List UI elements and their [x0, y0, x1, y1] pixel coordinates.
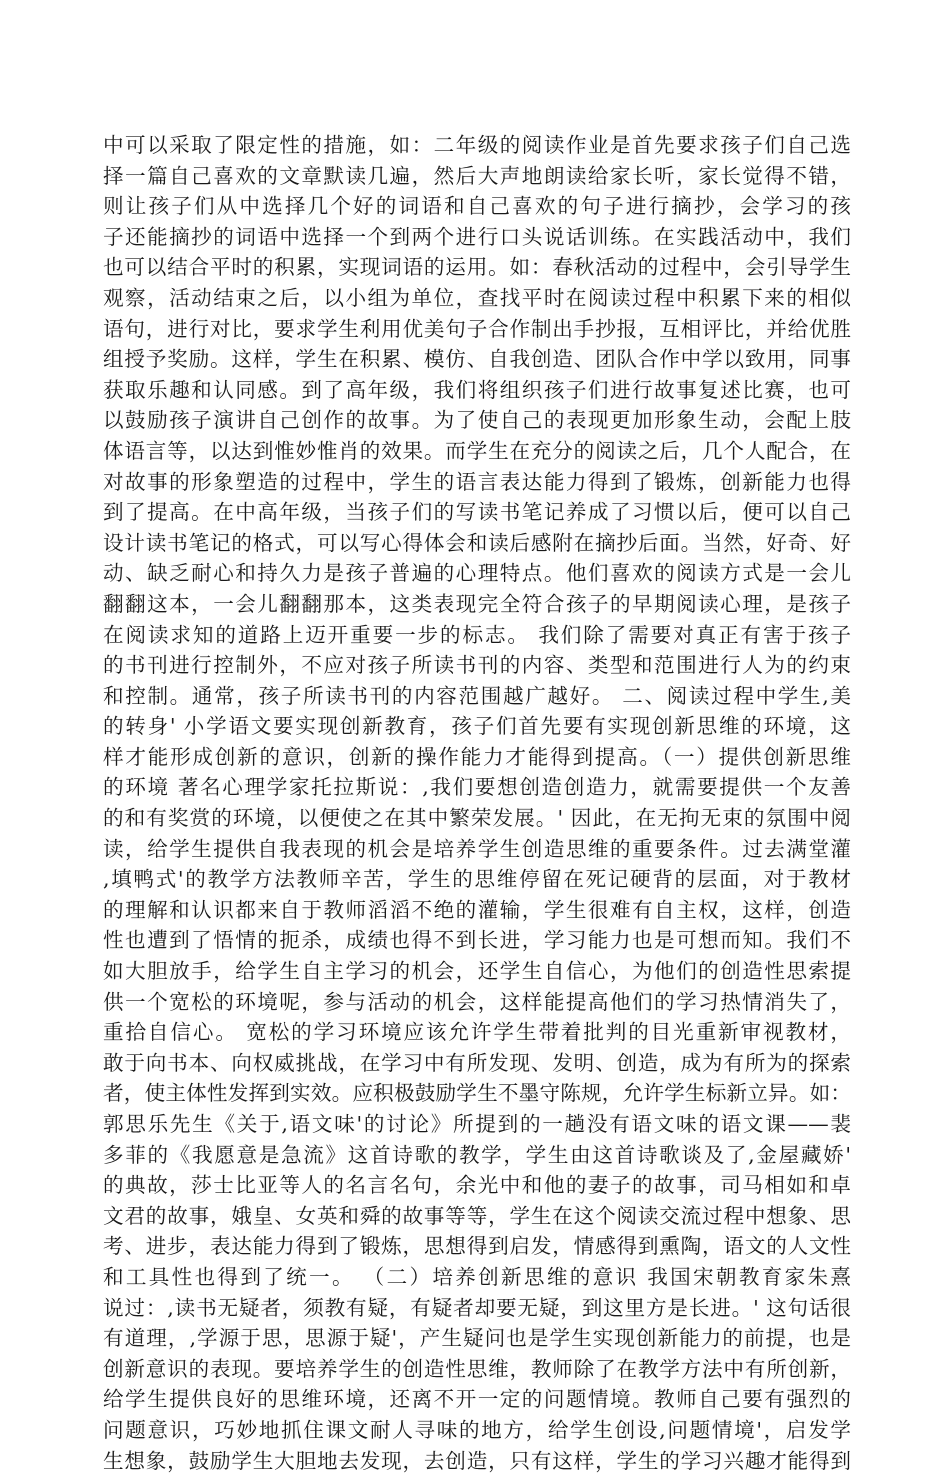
- text-line: 给学生提供良好的思维环境，还离不开一定的问题情境。教师自己要有强烈的: [103, 1387, 851, 1412]
- text-line: 到了提高。在中高年级，当孩子们的写读书笔记养成了习惯以后，便可以自己: [103, 500, 851, 525]
- text-line: 语句，进行对比，要求学生利用优美句子合作制出手抄报，互相评比，并给优胜: [103, 316, 851, 341]
- text-line: 和工具性也得到了统一。 （二）培养创新思维的意识 我国宋朝教育家朱熹: [103, 1264, 851, 1289]
- text-line: 的书刊进行控制外，不应对孩子所读书刊的内容、类型和范围进行人为的约束: [103, 653, 851, 678]
- text-line: 对故事的形象塑造的过程中，学生的语言表达能力得到了锻炼，创新能力也得: [103, 469, 851, 494]
- text-line: 生想象，鼓励学生大胆地去发现，去创造，只有这样，学生的学习兴趣才能得到: [103, 1448, 851, 1473]
- text-line: 动、缺乏耐心和持久力是孩子普遍的心理特点。他们喜欢的阅读方式是一会儿: [103, 561, 851, 586]
- text-line: 有道理，,学源于思，思源于疑'，产生疑问也是学生实现创新能力的前提，也是: [103, 1326, 851, 1351]
- text-line: 和控制。通常，孩子所读书刊的内容范围越广越好。 二、阅读过程中学生,美: [103, 683, 851, 708]
- text-line: 文君的故事，娥皇、女英和舜的故事等等，学生在这个阅读交流过程中想象、思: [103, 1203, 851, 1228]
- text-line: 样才能形成创新的意识，创新的操作能力才能得到提高。（一）提供创新思维: [103, 744, 851, 769]
- text-line: 的典故，莎士比亚等人的名言名句，余光中和他的妻子的故事，司马相如和卓: [103, 1173, 851, 1198]
- text-line: 也可以结合平时的积累，实现词语的运用。如：春秋活动的过程中，会引导学生: [103, 255, 851, 280]
- text-line: ,填鸭式'的教学方法教师辛苦，学生的思维停留在死记硬背的层面，对于教材: [103, 867, 851, 892]
- body-text: [103, 130, 851, 1476]
- text-line: 问题意识，巧妙地抓住课文耐人寻味的地方，给学生创设,问题情境'，启发学: [103, 1417, 851, 1442]
- text-line: 的环境 著名心理学家托拉斯说：,我们要想创造创造力，就需要提供一个友善: [103, 775, 851, 800]
- text-line: 获取乐趣和认同感。到了高年级，我们将组织孩子们进行故事复述比赛，也可: [103, 377, 851, 402]
- text-line: 供一个宽松的环境呢，参与活动的机会，这样能提高他们的学习热情消失了，: [103, 989, 851, 1014]
- text-line: 创新意识的表现。要培养学生的创造性思维，教师除了在教学方法中有所创新，: [103, 1356, 851, 1381]
- text-line: 组授予奖励。这样，学生在积累、模仿、自我创造、团队合作中学以致用，同事: [103, 347, 851, 372]
- text-line: 则让孩子们从中选择几个好的词语和自己喜欢的句子进行摘抄，会学习的孩: [103, 194, 851, 219]
- text-line: 者，使主体性发挥到实效。应积极鼓励学生不墨守陈规，允许学生标新立异。如：: [103, 1081, 851, 1106]
- text-line: 说过：,读书无疑者，须教有疑，有疑者却要无疑，到这里方是长进。' 这句话很: [103, 1295, 851, 1320]
- text-line: 在阅读求知的道路上迈开重要一步的标志。 我们除了需要对真正有害于孩子: [103, 622, 851, 647]
- text-line: 多菲的《我愿意是急流》这首诗歌的教学，学生由这首诗歌谈及了,金屋藏娇': [103, 1142, 851, 1167]
- text-line: 的和有奖赏的环境，以便使之在其中繁荣发展。' 因此，在无拘无束的氛围中阅: [103, 806, 851, 831]
- text-line: 如大胆放手，给学生自主学习的机会，还学生自信心，为他们的创造性思索提: [103, 959, 851, 984]
- text-line: 的转身' 小学语文要实现创新教育，孩子们首先要有实现创新思维的环境，这: [103, 714, 851, 739]
- text-line: 设计读书笔记的格式，可以写心得体会和读后感附在摘抄后面。当然，好奇、好: [103, 530, 851, 555]
- text-line: 考、进步，表达能力得到了锻炼，思想得到启发，情感得到熏陶，语文的人文性: [103, 1234, 851, 1259]
- text-line: 体语言等，以达到惟妙惟肖的效果。而学生在充分的阅读之后，几个人配合，在: [103, 438, 851, 463]
- text-line: 郭思乐先生《关于,语文味'的讨论》所提到的一趟没有语文味的语文课——裴: [103, 1112, 851, 1136]
- text-line: 子还能摘抄的词语中选择一个到两个进行口头说话训练。在实践活动中，我们: [103, 224, 851, 249]
- text-line: 以鼓励孩子演讲自己创作的故事。为了使自己的表现更加形象生动，会配上肢: [103, 408, 851, 433]
- text-line: 观察，活动结束之后，以小组为单位，查找平时在阅读过程中积累下来的相似: [103, 285, 851, 310]
- text-line: 性也遭到了悟情的扼杀，成绩也得不到长进，学习能力也是可想而知。我们不: [103, 928, 851, 953]
- text-line: 敢于向书本、向权威挑战，在学习中有所发现、发明、创造，成为有所为的探索: [103, 1050, 851, 1075]
- text-line: 重拾自信心。 宽松的学习环境应该允许学生带着批判的目光重新审视教材，: [103, 1020, 851, 1045]
- text-line: 中可以采取了限定性的措施，如：二年级的阅读作业是首先要求孩子们自己选: [103, 133, 851, 157]
- text-line: 择一篇自己喜欢的文章默读几遍，然后大声地朗读给家长听，家长觉得不错，: [103, 163, 851, 188]
- text-line: 的理解和认识都来自于教师滔滔不绝的灌输，学生很难有自主权，这样，创造: [103, 897, 851, 922]
- text-line: 翻翻这本，一会儿翻翻那本，这类表现完全符合孩子的早期阅读心理，是孩子: [103, 591, 851, 616]
- text-line: 读，给学生提供自我表现的机会是培养学生创造思维的重要条件。过去满堂灌: [103, 836, 851, 861]
